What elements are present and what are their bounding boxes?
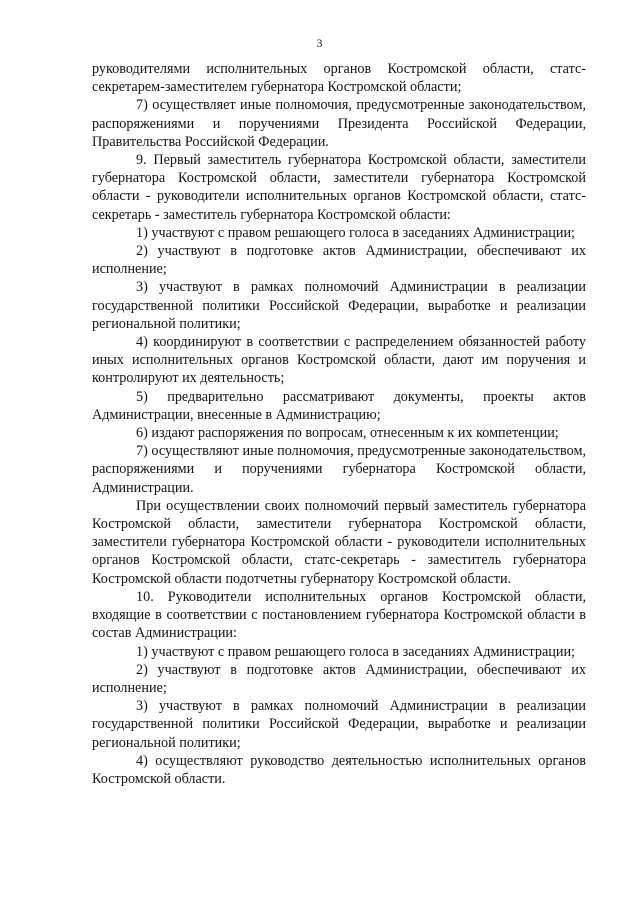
page-number: 3	[316, 38, 323, 50]
paragraph-item-7: 7) осуществляет иные полномочия, предусмотренные законодательством, распоряжениями и поручениями Президента Российской Федерации, Правительства Российской Федерации.	[92, 97, 586, 150]
paragraph-section-10: 10. Руководители исполнительных органов Костромской области, входящие в соответствии с постановлением губернатора Костромской области в состав Администрации:	[92, 588, 586, 642]
paragraph-item-7: 7) осуществляют иные полномочия, предусмотренные законодательством, распоряжениями и поручениями губернатора Костромской области, Администрации.	[92, 443, 586, 496]
paragraph-item-4: 4) координируют в соответствии с распределением обязанностей работу иных исполнительных органов Костромской области, дают им поручения и контролируют их деятельность;	[92, 334, 586, 387]
paragraph-item-1: 1) участвуют с правом решающего голоса в заседаниях Администрации;	[136, 643, 575, 660]
paragraph-continuation: руководителями исполнительных органов Костромской области, статс-секретарем-заместителем губернатора Костромской области;	[92, 61, 586, 96]
paragraph-item-5: 5) предварительно рассматривают документы, проекты актов Администрации, внесенные в Администрацию;	[92, 388, 586, 423]
paragraph-item-3: 3) участвуют в рамках полномочий Администрации в реализации государственной политики Российской Федерации, выработке и реализации региональной политики;	[92, 279, 586, 332]
paragraph-item-2: 2) участвуют в подготовке актов Администрации, обеспечивают их исполнение;	[92, 661, 586, 696]
paragraph-item-6: 6) издают распоряжения по вопросам, отнесенным к их компетенции;	[136, 425, 559, 442]
document-body	[92, 60, 586, 788]
paragraph-item-2: 2) участвуют в подготовке актов Администрации, обеспечивают их исполнение;	[92, 243, 586, 278]
paragraph-section-9: 9. Первый заместитель губернатора Костромской области, заместители губернатора Костромской области, заместители губернатора Костромской области - руководители исполнительных органов Костромской области, статс-секретарь - заместитель губернатора Костромской области:	[92, 152, 586, 223]
paragraph-item-4: 4) осуществляют руководство деятельностью исполнительных органов Костромской области.	[92, 752, 586, 787]
paragraph-item-1: 1) участвуют с правом решающего голоса в заседаниях Администрации;	[136, 224, 575, 241]
paragraph-accountability: При осуществлении своих полномочий первый заместитель губернатора Костромской области, заместители губернатора Костромской области, заместители губернатора Костромской области - руководители исполнительных органов Костромской области, статс-секретарь - заместитель губернатора Костромской области подотчетны губернатору Костромской области.	[92, 497, 586, 587]
paragraph-item-3: 3) участвуют в рамках полномочий Администрации в реализации государственной политики Российской Федерации, выработке и реализации региональной политики;	[92, 698, 586, 751]
